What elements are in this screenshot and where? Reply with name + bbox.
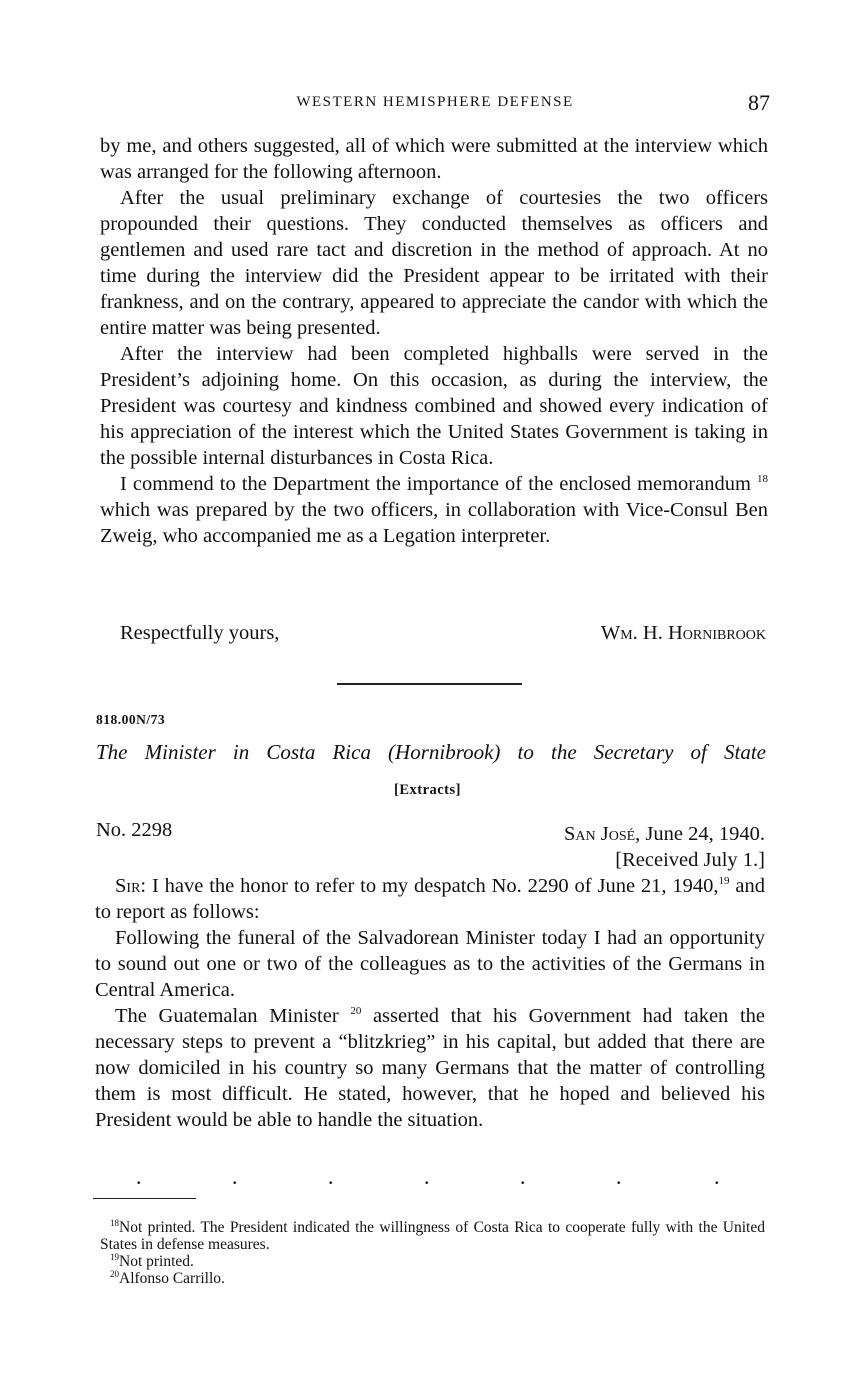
paragraph-interview: After the usual preliminary exchange of courtesies the two officers propounded their questions. They conducted themselves as officers and gentlemen and used rare tact and discretion in the method of approach. At no time during the interview did the President appear to be irritated with their frankness, and on the contrary, appeared to appreciate the candor with which the entire matter was being presented.: [100, 187, 768, 339]
letter-body: [100, 133, 768, 549]
running-head: [100, 90, 770, 120]
closing: Respectfully yours,: [120, 622, 280, 644]
footnotes: [100, 1219, 765, 1287]
guatemala-text-a: The Guatemalan Minister: [115, 1005, 339, 1027]
paragraph-continuation: by me, and others suggested, all of which were submitted at the interview which was arranged for the following afternoon.: [100, 135, 768, 183]
salutation-text-end: and to report as follows:: [95, 875, 765, 923]
footnote-18: [100, 1219, 765, 1253]
omission-ellipsis: [100, 1165, 770, 1189]
ellipsis-dot: .: [328, 1164, 334, 1189]
paragraph-funeral: Following the funeral of the Salvadorean Minister today I had an opportunity to sound out one or two of the colleagues as to the activities of the Germans in Central America.: [95, 927, 765, 1001]
paragraph-memorandum: [100, 471, 768, 549]
despatch-body: [95, 873, 765, 1133]
guatemala-text-b: asserted that his Government had taken the necessary steps to prevent a “blitzkrieg” in his capital, but added that there are now domiciled in his country so many Germans that the matter of controlling them is most difficult. He stated, however, that he hoped and believed his President would be able to handle the situation.: [95, 1005, 765, 1131]
ellipsis-dot: .: [136, 1164, 142, 1189]
received-date: [Received July 1.]: [615, 849, 765, 871]
memorandum-text-b: which was prepared by the two officers, in collaboration with Vice-Consul Ben Zweig, who accompanied me as a Legation interpreter.: [100, 499, 768, 547]
ellipsis-dot: .: [520, 1164, 526, 1189]
footnote-text: Alfonso Carrillo.: [119, 1270, 225, 1287]
paragraph-salutation: [95, 873, 765, 925]
footnote-marker: 19: [110, 1251, 119, 1262]
footnote-ref-18: 18: [757, 473, 768, 486]
file-number: 818.00N/73: [96, 712, 166, 727]
salutation-text: : I have the honor to refer to my despatch No. 2290 of June 21, 1940,: [140, 875, 719, 897]
paragraph-highballs: After the interview had been completed highballs were served in the President’s adjoining home. On this occasion, as during the interview, the President was courtesy and kindness combined and showed every indication of his appreciation of the interest which the United States Government is taking in the possible internal disturbances in Costa Rica.: [100, 343, 768, 469]
document-subtitle: [Extracts]: [393, 782, 461, 798]
footnote-ref-20: 20: [350, 1005, 362, 1018]
footnote-19: [100, 1253, 765, 1270]
ellipsis-dot: .: [714, 1164, 720, 1189]
dispatch-number: No. 2298: [96, 819, 173, 841]
signature: Wm. H. Hornibrook: [600, 622, 766, 644]
footnote-ref-19: 19: [718, 875, 730, 888]
signature-line: [120, 622, 766, 645]
ellipsis-dot: .: [424, 1164, 430, 1189]
footnote-divider: [93, 1198, 196, 1199]
footnote-marker: 20: [110, 1268, 119, 1279]
document-title: The Minister in Costa Rica (Hornibrook) to the Secretary of State: [96, 740, 766, 764]
paragraph-guatemalan-minister: [95, 1003, 765, 1133]
ellipsis-dot: .: [232, 1164, 238, 1189]
ellipsis-dot: .: [616, 1164, 622, 1189]
section-divider: [337, 683, 522, 685]
dateline: [564, 821, 765, 873]
page-number: 87: [748, 90, 770, 115]
memorandum-text-a: I commend to the Department the importance of the enclosed memorandum: [120, 473, 751, 495]
salutation: Sir: [115, 875, 141, 897]
footnote-20: [100, 1270, 765, 1287]
running-title: WESTERN HEMISPHERE DEFENSE: [296, 94, 574, 110]
footnote-marker: 18: [110, 1217, 119, 1228]
footnote-text: Not printed.: [119, 1253, 194, 1270]
dateline-date: , June 24, 1940.: [635, 823, 765, 845]
dateline-place: San José: [563, 823, 636, 845]
footnote-text: Not printed. The President indicated the willingness of Costa Rica to cooperate fully with the United States in defense measures.: [100, 1219, 765, 1253]
